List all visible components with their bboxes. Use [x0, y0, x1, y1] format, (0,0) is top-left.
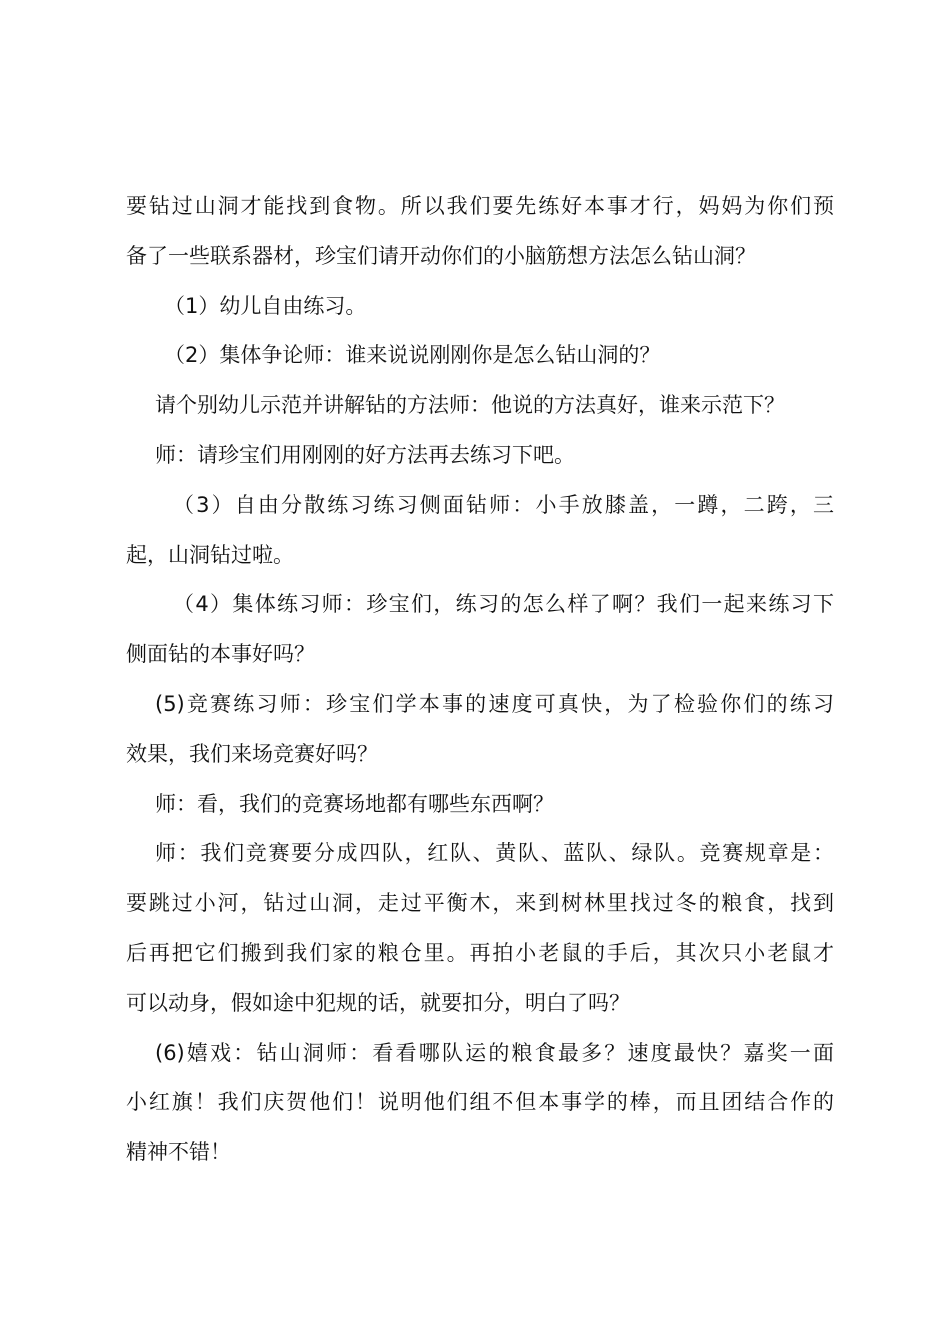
- text-line-7: （3）自由分散练习练习侧面钻师：小手放膝盖，一蹲，二跨，三: [173, 492, 834, 517]
- text-line-16: 后再把它们搬到我们家的粮仓里。再拍小老鼠的手后，其次只小老鼠才: [126, 940, 834, 965]
- text-line-17: 可以动身，假如途中犯规的话，就要扣分，明白了吗？: [126, 990, 630, 1015]
- document-body: [126, 182, 834, 1178]
- text-line-14: 师：我们竞赛要分成四队，红队、黄队、蓝队、绿队。竞赛规章是：: [155, 841, 834, 866]
- text-line-11: (5)竞赛练习师：珍宝们学本事的速度可真快，为了检验你们的练习: [155, 691, 834, 716]
- text-line-19: 小红旗！我们庆贺他们！说明他们组不但本事学的棒，而且团结合作的: [126, 1090, 834, 1115]
- text-line-8: 起，山洞钻过啦。: [126, 542, 294, 567]
- text-line-4: （2）集体争论师：谁来说说刚刚你是怎么钻山洞的？: [164, 343, 661, 368]
- text-line-18: (6)嬉戏：钻山洞师：看看哪队运的粮食最多？速度最快？嘉奖一面: [155, 1040, 834, 1065]
- text-line-5: 请个别幼儿示范并讲解钻的方法师：他说的方法真好，谁来示范下？: [155, 393, 785, 418]
- text-line-20: 精神不错！: [126, 1140, 231, 1165]
- text-line-3: （1）幼儿自由练习。: [164, 293, 367, 318]
- text-line-13: 师：看，我们的竞赛场地都有哪些东西啊？: [155, 791, 554, 816]
- text-line-9: （4）集体练习师：珍宝们，练习的怎么样了啊？我们一起来练习下: [173, 592, 834, 617]
- text-line-12: 效果，我们来场竞赛好吗？: [126, 741, 378, 766]
- text-line-2: 备了一些联系器材，珍宝们请开动你们的小脑筋想方法怎么钻山洞？: [126, 243, 756, 268]
- text-line-15: 要跳过小河，钻过山洞，走过平衡木，来到树林里找过冬的粮食，找到: [126, 891, 834, 916]
- text-line-10: 侧面钻的本事好吗？: [126, 642, 315, 667]
- text-line-6: 师：请珍宝们用刚刚的好方法再去练习下吧。: [155, 442, 575, 467]
- text-line-1: 要钻过山洞才能找到食物。所以我们要先练好本事才行，妈妈为你们预: [126, 194, 834, 218]
